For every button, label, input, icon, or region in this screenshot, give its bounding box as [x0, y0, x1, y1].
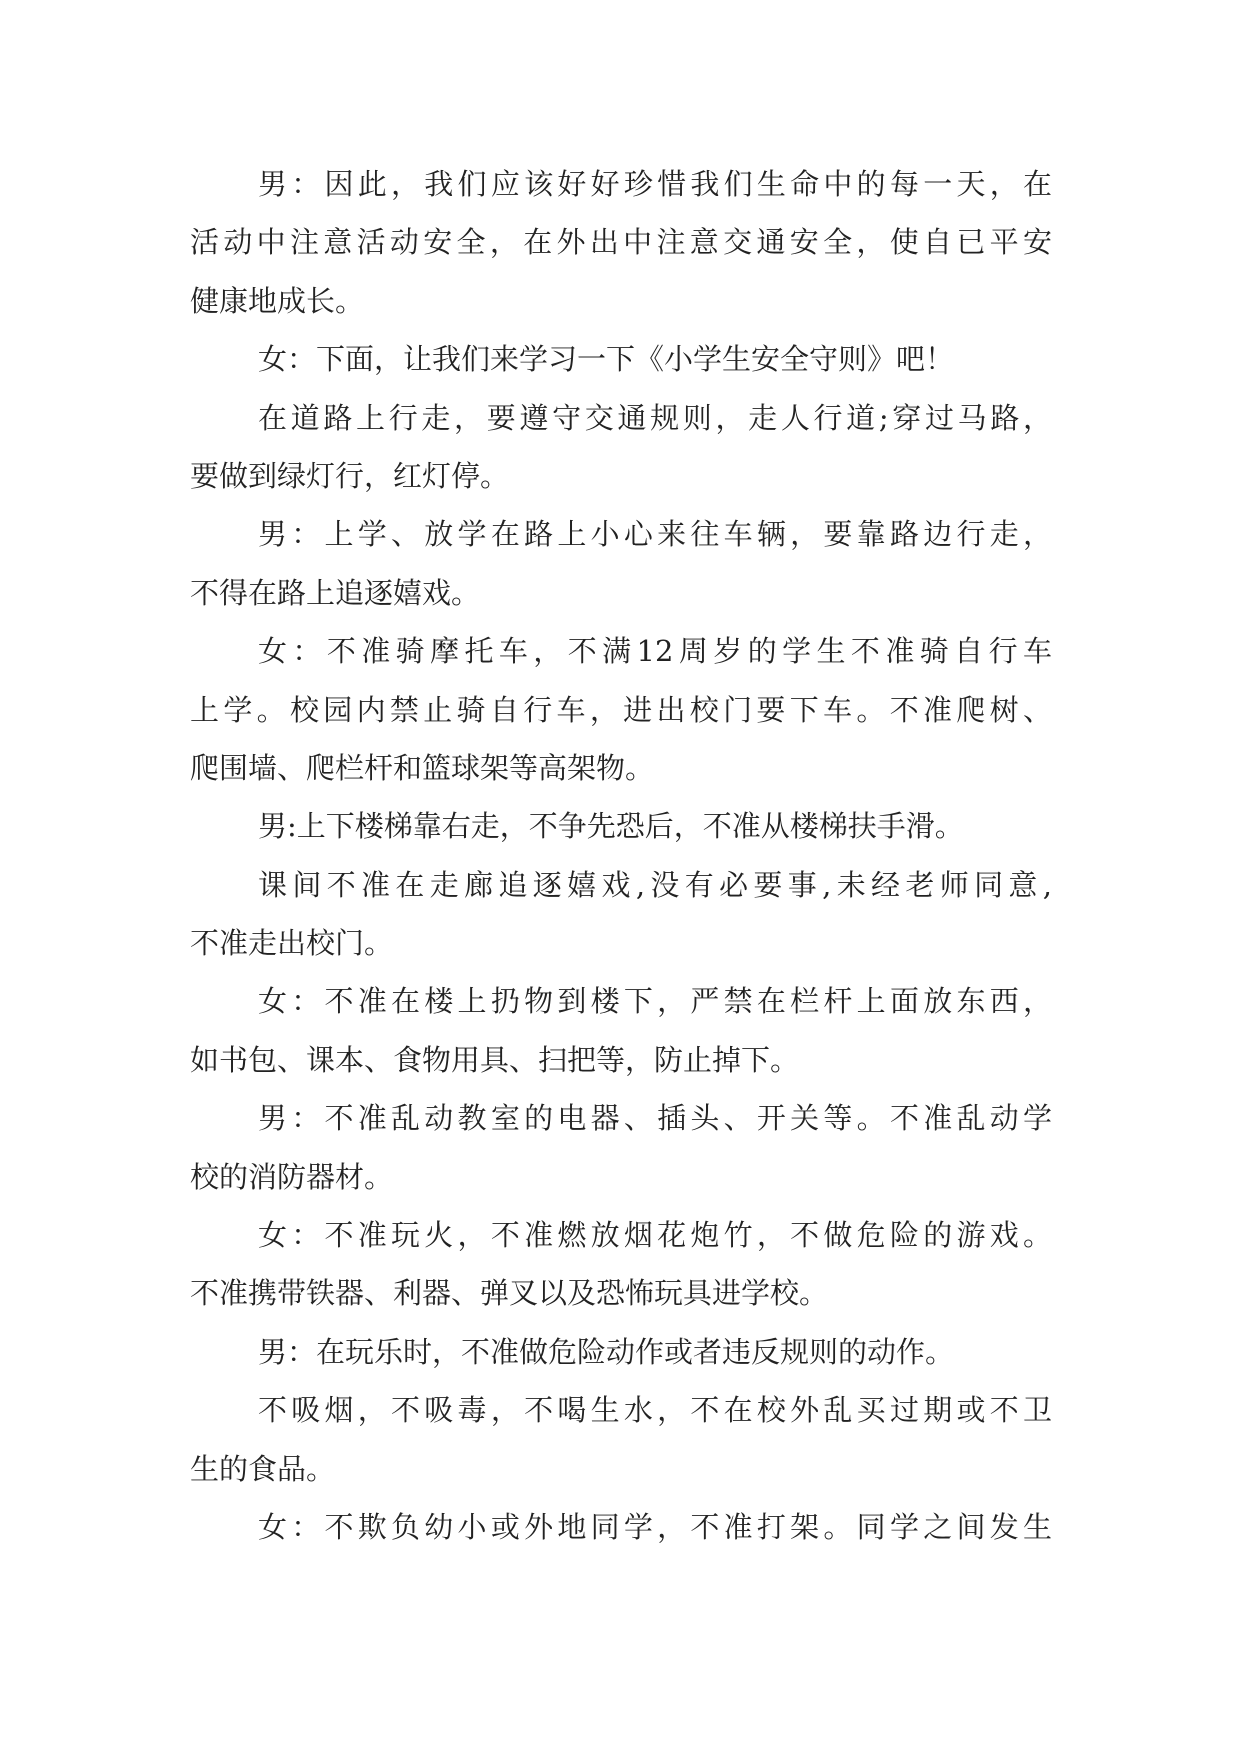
text-line: 不准走出校门。 [190, 926, 394, 961]
text-line: 活动中注意活动安全，在外出中注意交通安全，使自已平安 [190, 225, 1052, 260]
text-line: 不得在路上追逐嬉戏。 [190, 575, 481, 610]
text-line: 课间不准在走廊追逐嬉戏,没有必要事,未经老师同意, [258, 867, 1052, 902]
text-line: 女：不准骑摩托车，不满12周岁的学生不准骑自行车 [258, 634, 1052, 669]
paragraph [190, 155, 1052, 330]
text-line: 女：不欺负幼小或外地同学，不准打架。同学之间发生 [258, 1509, 1052, 1544]
text-line: 不准携带铁器、利器、弹叉以及恐怖玩具进学校。 [190, 1276, 829, 1311]
paragraph [190, 1498, 1052, 1556]
text-line: 如书包、课本、食物用具、扫把等，防止掉下。 [190, 1042, 800, 1077]
text-line: 上学。校园内禁止骑自行车，进出校门要下车。不准爬树、 [190, 692, 1052, 727]
text-line: 生的食品。 [190, 1451, 336, 1486]
text-line: 爬围墙、爬栏杆和篮球架等高架物。 [190, 750, 655, 785]
text-line: 要做到绿灯行，红灯停。 [190, 458, 510, 493]
paragraph [190, 1381, 1052, 1498]
text-line: 男：因此，我们应该好好珍惜我们生命中的每一天，在 [258, 167, 1052, 201]
text-line: 女：不准在楼上扔物到楼下，严禁在栏杆上面放东西， [258, 984, 1052, 1019]
text-line: 男：在玩乐时，不准做危险动作或者违反规则的动作。 [258, 1334, 955, 1369]
text-line: 校的消防器材。 [190, 1159, 394, 1194]
paragraph [190, 1206, 1052, 1323]
paragraph [190, 797, 1052, 855]
text-line: 男:上下楼梯靠右走，不争先恐后，不准从楼梯扶手滑。 [258, 809, 964, 844]
text-line: 男：不准乱动教室的电器、插头、开关等。不准乱动学 [258, 1101, 1052, 1136]
text-line: 女：下面，让我们来学习一下《小学生安全守则》吧！ [258, 342, 955, 377]
paragraph [190, 1089, 1052, 1206]
paragraph [190, 389, 1052, 506]
paragraph [190, 505, 1052, 622]
text-line: 不吸烟，不吸毒，不喝生水，不在校外乱买过期或不卫 [258, 1393, 1052, 1428]
paragraph [190, 856, 1052, 973]
text-line: 在道路上行走，要遵守交通规则，走人行道;穿过马路， [258, 400, 1052, 435]
document-body [190, 155, 1052, 1556]
paragraph [190, 622, 1052, 797]
text-line: 男：上学、放学在路上小心来往车辆，要靠路边行走， [258, 517, 1052, 552]
text-line: 健康地成长。 [190, 283, 365, 318]
text-line: 女：不准玩火，不准燃放烟花炮竹，不做危险的游戏。 [258, 1218, 1052, 1253]
paragraph [190, 972, 1052, 1089]
paragraph [190, 330, 1052, 388]
paragraph [190, 1323, 1052, 1381]
